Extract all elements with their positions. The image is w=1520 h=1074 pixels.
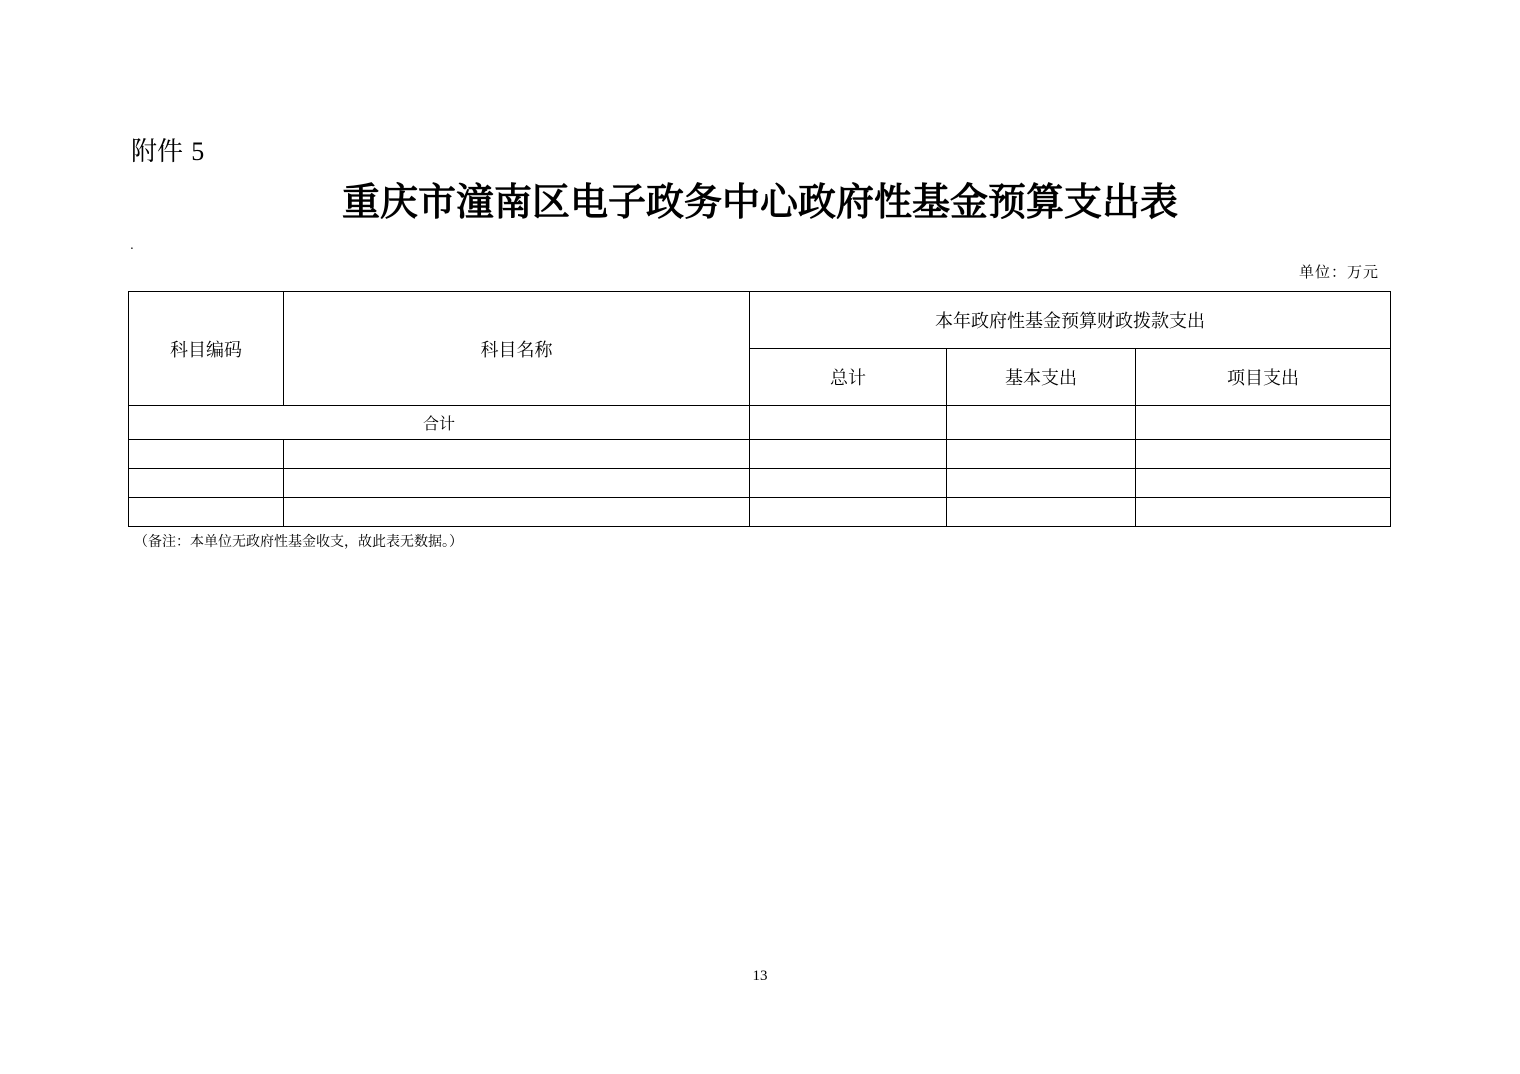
- cell-basic: [947, 440, 1136, 469]
- table-row: [129, 498, 1391, 527]
- header-total: 总计: [750, 349, 947, 406]
- cell-project: [1136, 469, 1391, 498]
- cell-name: [284, 469, 750, 498]
- cell-project: [1136, 440, 1391, 469]
- total-cell-project: [1136, 406, 1391, 440]
- table-remark: （备注：本单位无政府性基金收支，故此表无数据。）: [134, 534, 463, 550]
- header-project: 项目支出: [1136, 349, 1391, 406]
- cell-code: [129, 498, 284, 527]
- header-row-1: [129, 292, 1391, 349]
- cell-name: [284, 440, 750, 469]
- cell-code: [129, 440, 284, 469]
- total-row: [129, 406, 1391, 440]
- cell-project: [1136, 498, 1391, 527]
- cell-basic: [947, 498, 1136, 527]
- table-row: [129, 469, 1391, 498]
- cell-total: [750, 498, 947, 527]
- total-label: 合计: [129, 406, 750, 440]
- cell-code: [129, 469, 284, 498]
- attachment-label: [131, 134, 204, 170]
- attachment-label-number: 5: [191, 137, 205, 166]
- header-name: 科目名称: [284, 292, 750, 406]
- header-group: 本年政府性基金预算财政拨款支出: [750, 292, 1391, 349]
- cell-basic: [947, 469, 1136, 498]
- header-code: 科目编码: [129, 292, 284, 406]
- table-row: [129, 440, 1391, 469]
- total-cell-total: [750, 406, 947, 440]
- budget-expenditure-table: [128, 291, 1391, 527]
- stray-mark: .: [130, 238, 134, 252]
- attachment-label-text: 附件: [131, 137, 184, 167]
- cell-total: [750, 440, 947, 469]
- document-title: 重庆市潼南区电子政务中心政府性基金预算支出表: [341, 179, 1178, 224]
- unit-label: 单位：万元: [1298, 263, 1379, 281]
- header-basic: 基本支出: [947, 349, 1136, 406]
- total-cell-basic: [947, 406, 1136, 440]
- cell-name: [284, 498, 750, 527]
- page-number: 13: [752, 968, 768, 984]
- cell-total: [750, 469, 947, 498]
